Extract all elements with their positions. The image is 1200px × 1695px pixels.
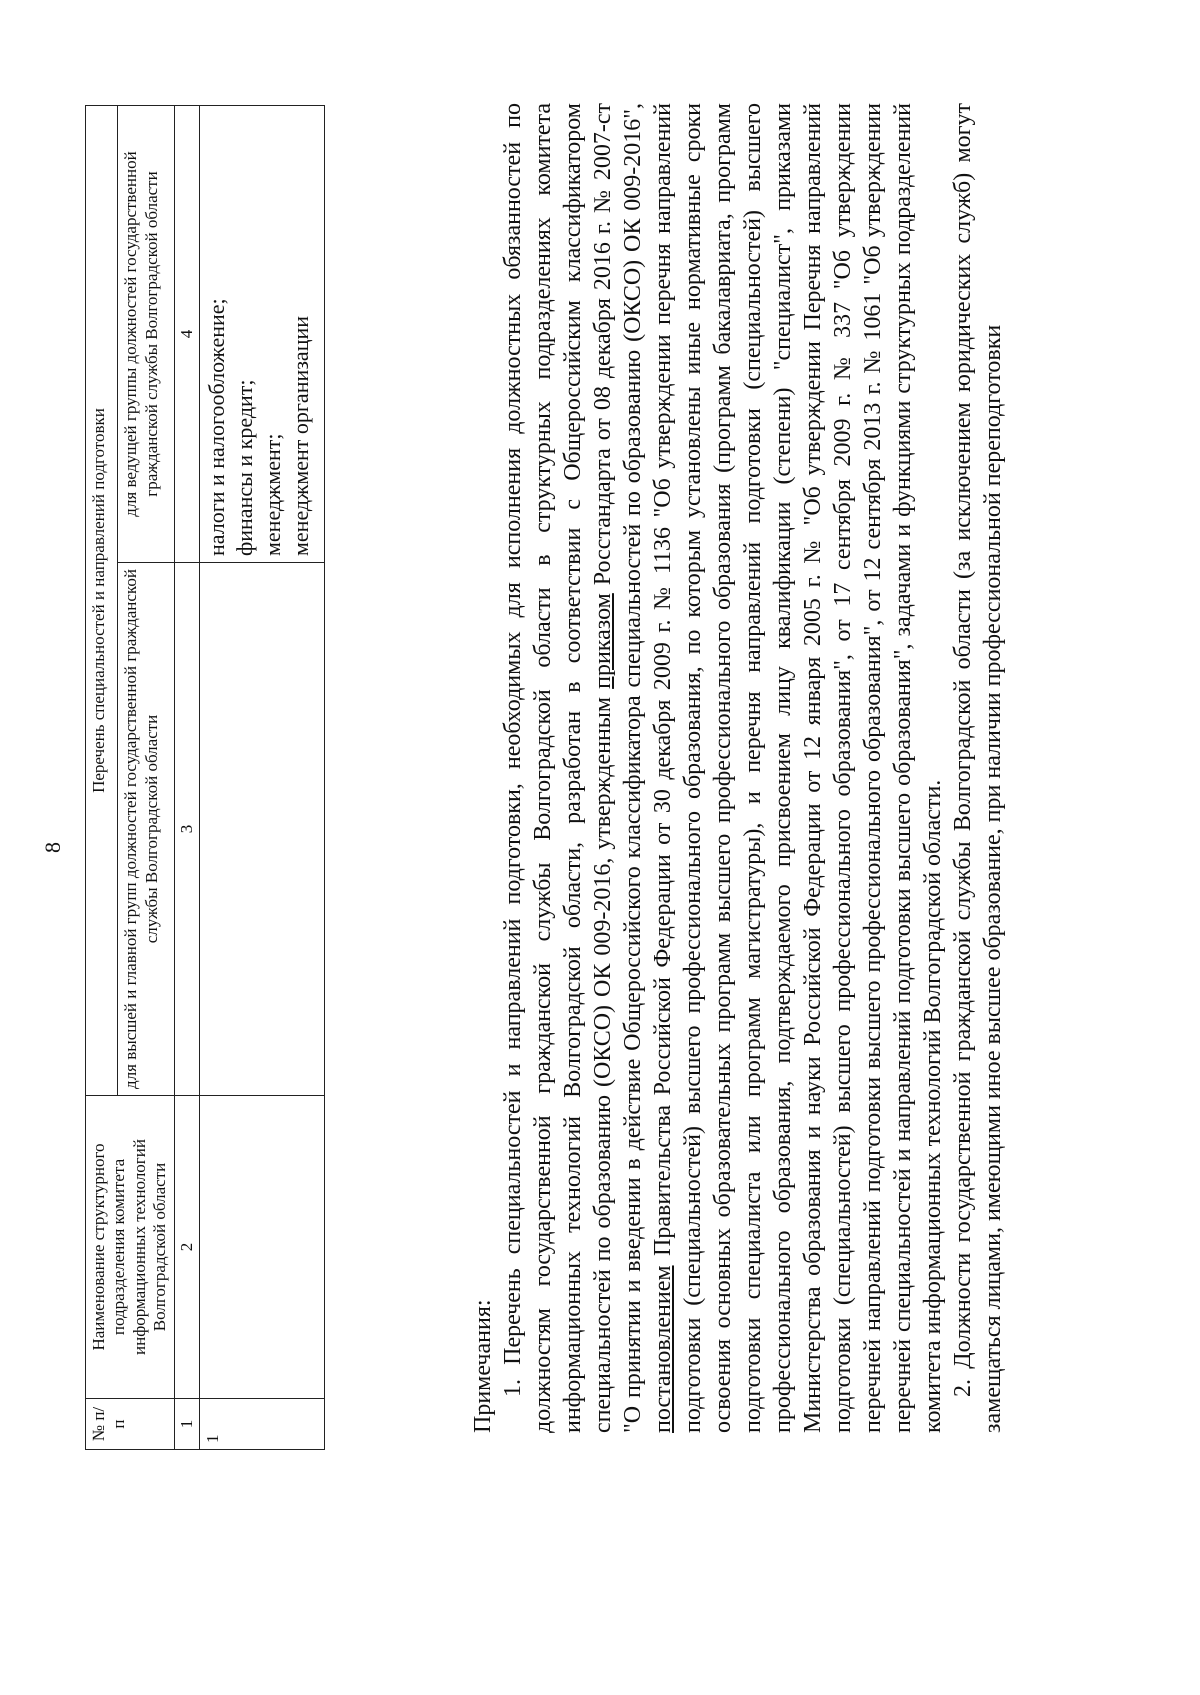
specialty-item: налоги и налогообложение; — [203, 298, 229, 556]
specialties-table — [85, 105, 325, 1450]
note-1-text-a: 1. Перечень специальностей и направлений подготовки, необходимых для исполнения должностных обязанностей по должностям государственной гражданской службы Волгоградской области в структурных подразделениях комитета информационных технологий Волгоградской области, разработан в соответствии с Общероссийским классификатором специальностей по образованию (ОКСО) ОК 009-2016, утвержденным — [500, 103, 616, 1433]
header-number: № п/п — [86, 1399, 175, 1450]
column-number: 2 — [174, 1096, 199, 1399]
row-high-main-specialties — [199, 563, 324, 1096]
column-number: 1 — [174, 1399, 199, 1450]
note-1-text-c: Правительства Российской Федерации от 30 декабря 2009 г. № 1136 "Об утверждении перечня направлений подготовки (специальностей) высшего профессионального образования, по которым установлены иные нормативные сроки освоения основных образовательных программ высшего профессионального образования (программ бакалавриата, программ подготовки специалиста или программ магистратуры), и перечня направлений подготовки (специальностей) высшего профессионального образования, подтверждаемого присвоением лицу квалификации (степени) "специалист", приказами Министерства образования и науки Российской Федерации от 12 января 2005 г. № "Об утверждении Перечня направлений подготовки (специальностей) высшего профессионального образования", от 17 сентября 2009 г. № 337 "Об утверждении перечней направлений подготовки высшего профессионального образования", от 12 сентября 2013 г. № 1061 "Об утверждении перечней специальностей и направлений подготовки высшего образования", задачами и функциями структурных подразделений комитета информационных технологий Волгоградской области. — [650, 103, 946, 1433]
row-department-name — [199, 1096, 324, 1399]
row-number: 1 — [199, 1399, 324, 1450]
note-1-text-b: Росстандарта от 08 декабря 2016 г. № 2007-ст "О принятии и введении в действие Общероссийского классификатора специальностей по образованию (ОКСО) ОК 009-2016", — [590, 103, 646, 1433]
header-leading-group: для ведущей группы должностей государственной гражданской службы Волгоградской области — [118, 106, 174, 563]
specialty-item: менеджмент организации — [288, 315, 314, 556]
page-number: 8 — [40, 842, 65, 853]
column-number: 4 — [174, 106, 199, 563]
column-numbers-row — [174, 106, 199, 1450]
column-number: 3 — [174, 563, 199, 1096]
note-paragraph-1 — [498, 103, 948, 1433]
header-department-name: Наименование структурного подразделения комитета информационных технологий Волгоградской области — [86, 1096, 175, 1399]
header-specialties-group: Перечень специальностей и направлений подготовки — [86, 106, 118, 1096]
row-leading-specialties — [199, 106, 324, 563]
resolution-link[interactable]: постановлением — [650, 1265, 676, 1433]
notes-section — [468, 103, 1008, 1433]
table-header-row — [86, 106, 118, 1450]
note-paragraph-2: 2. Должности государственной гражданской службы Волгоградской области (за исключением юридических служб) могут замещаться лицами, имеющими иное высшее образование, при наличии профессиональной переподготовки — [950, 103, 1006, 1433]
notes-heading: Примечания: — [470, 1299, 496, 1433]
specialty-item: менеджмент; — [260, 433, 286, 556]
order-link[interactable]: приказом — [590, 593, 616, 689]
specialty-item: финансы и кредит; — [232, 379, 258, 556]
header-high-main-groups: для высшей и главной групп должностей государственной гражданской службы Волгоградской области — [118, 563, 174, 1096]
table-row — [199, 106, 324, 1450]
